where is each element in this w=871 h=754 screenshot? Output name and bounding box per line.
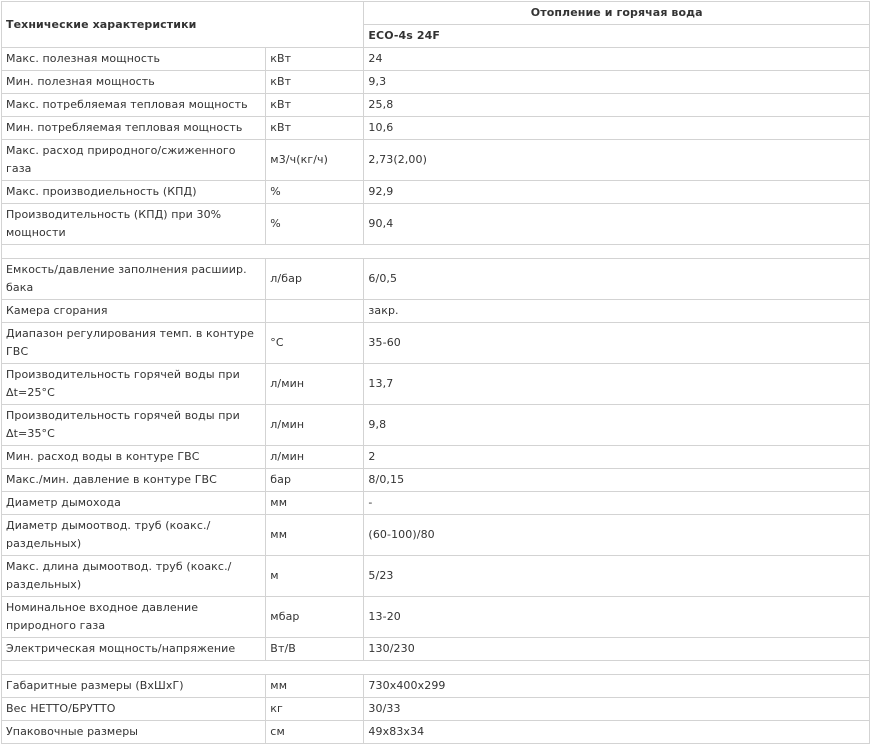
row-unit: % [266,181,364,204]
row-label: Мин. полезная мощность [2,71,266,94]
row-label: Макс. полезная мощность [2,48,266,71]
table-row [2,300,870,323]
row-value: 24 [364,48,870,71]
row-unit [266,300,364,323]
row-value: 6/0,5 [364,259,870,300]
row-unit: мм [266,675,364,698]
row-value: 2,73(2,00) [364,140,870,181]
spec-table [1,1,870,744]
table-row [2,721,870,744]
row-value: 30/33 [364,698,870,721]
row-unit: кВт [266,48,364,71]
row-label: Производительность (КПД) при 30% мощности [2,204,266,245]
row-value: 2 [364,446,870,469]
row-label: Упаковочные размеры [2,721,266,744]
spacer-cell [2,245,870,259]
row-unit: мбар [266,597,364,638]
row-value: 13-20 [364,597,870,638]
row-unit: Вт/В [266,638,364,661]
group-header: Отопление и горячая вода [364,2,870,25]
row-unit: кВт [266,71,364,94]
row-unit: бар [266,469,364,492]
table-row [2,469,870,492]
table-row [2,597,870,638]
row-unit: м3/ч(кг/ч) [266,140,364,181]
row-unit: л/мин [266,446,364,469]
row-label: Емкость/давление заполнения расшиир. бака [2,259,266,300]
row-label: Диаметр дымоотвод. труб (коакс./раздельных) [2,515,266,556]
table-row [2,675,870,698]
row-label: Производительность горячей воды при Δt=25°C [2,364,266,405]
row-label: Производительность горячей воды при Δt=35°C [2,405,266,446]
table-row [2,638,870,661]
row-unit: мм [266,515,364,556]
table-row [2,405,870,446]
table-row [2,515,870,556]
row-value: 13,7 [364,364,870,405]
row-value: 9,3 [364,71,870,94]
table-row [2,94,870,117]
row-label: Макс./мин. давление в контуре ГВС [2,469,266,492]
table-row [2,323,870,364]
row-unit: кг [266,698,364,721]
row-value: - [364,492,870,515]
row-unit: л/мин [266,364,364,405]
row-value: 49x83x34 [364,721,870,744]
row-unit: л/бар [266,259,364,300]
row-label: Макс. расход природного/сжиженного газа [2,140,266,181]
row-unit: % [266,204,364,245]
table-row [2,48,870,71]
row-value: закр. [364,300,870,323]
row-label: Макс. длина дымоотвод. труб (коакс./раздельных) [2,556,266,597]
spacer-cell [2,661,870,675]
row-value: 90,4 [364,204,870,245]
table-row [2,556,870,597]
row-unit: л/мин [266,405,364,446]
row-value: (60-100)/80 [364,515,870,556]
row-label: Вес НЕТТО/БРУТТО [2,698,266,721]
row-value: 9,8 [364,405,870,446]
row-value: 130/230 [364,638,870,661]
row-value: 25,8 [364,94,870,117]
row-label: Мин. расход воды в контуре ГВС [2,446,266,469]
row-label: Электрическая мощность/напряжение [2,638,266,661]
table-row [2,204,870,245]
row-label: Макс. потребляемая тепловая мощность [2,94,266,117]
table-row [2,446,870,469]
row-value: 8/0,15 [364,469,870,492]
row-label: Диаметр дымохода [2,492,266,515]
table-row [2,364,870,405]
row-label: Мин. потребляемая тепловая мощность [2,117,266,140]
row-value: 92,9 [364,181,870,204]
row-value: 5/23 [364,556,870,597]
row-label: Камера сгорания [2,300,266,323]
row-unit: кВт [266,117,364,140]
row-value: 10,6 [364,117,870,140]
row-label: Диапазон регулирования темп. в контуре ГВС [2,323,266,364]
table-row [2,492,870,515]
spacer-row [2,245,870,259]
table-row [2,117,870,140]
table-row [2,71,870,94]
table-row [2,698,870,721]
row-unit: °C [266,323,364,364]
row-unit: кВт [266,94,364,117]
row-unit: см [266,721,364,744]
row-label: Габаритные размеры (ВхШхГ) [2,675,266,698]
row-label: Макс. производиельность (КПД) [2,181,266,204]
table-row [2,259,870,300]
row-label: Номинальное входное давление природного газа [2,597,266,638]
row-unit: мм [266,492,364,515]
spacer-row [2,661,870,675]
row-value: 730x400x299 [364,675,870,698]
table-row [2,140,870,181]
model-header: ECO-4s 24F [364,25,870,48]
table-title: Технические характеристики [2,2,364,48]
row-value: 35-60 [364,323,870,364]
row-unit: м [266,556,364,597]
table-row [2,181,870,204]
